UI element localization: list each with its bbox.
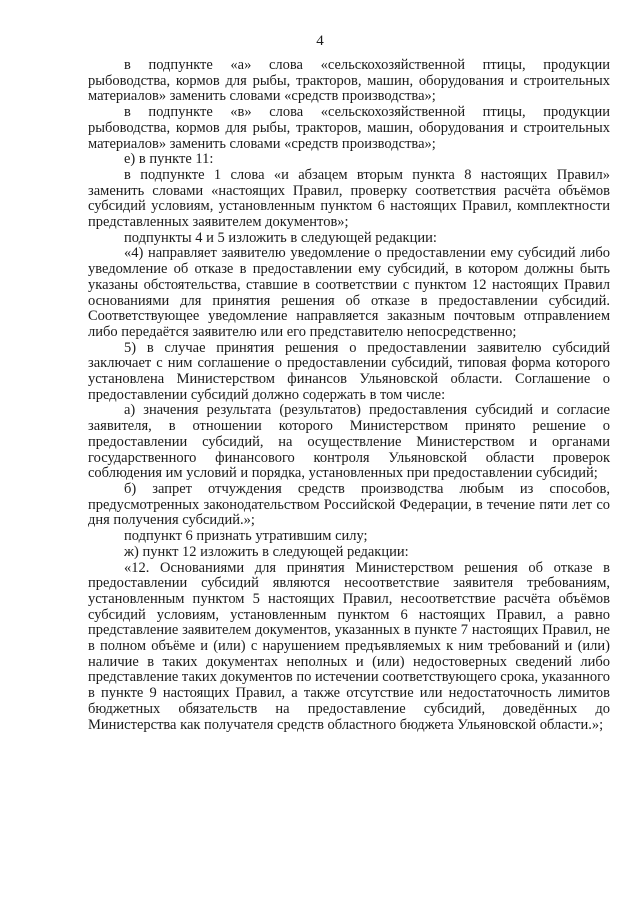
paragraph-clause-12: «12. Основаниями для принятия Министерством решения об отказе в предоставлении субсидий являются несоответствие заявителя требованиям, установленным пунктом 5 настоящих Правил, несоответствие расчёта объёмов субсидий условиям, установленным пунктом 6 настоящих Правил, а равно представление заявителем документов, указанных в пункте 7 настоящих Правил, не в полном объёме и (или) с нарушением предъявляемых к ним требований и (или) наличие в таких документах неполных и (или) недостоверных сведений либо представление таких документов по истечении соответствующего срока, указанного в пункте 9 настоящих Правил, а также отсутствие или недостаточность лимитов бюджетных обязательств на предоставление субсидий, доведённых до Министерства как получателя средств областного бюджета Ульяновской области.»; [88, 559, 610, 733]
paragraph-subitem-1: в подпункте 1 слова «и абзацем вторым пункта 8 настоящих Правил» заменить словами «настоящих Правил, проверку соответствия расчёта объёмов субсидий условиям, установленным пунктом 6 настоящих Правил, комплектности представленных заявителем документов»; [88, 166, 610, 231]
page-number: 4 [316, 33, 324, 49]
paragraph-clause-b: б) запрет отчуждения средств производства любым из способов, предусмотренных законодательством Российской Федерации, в течение пяти лет со дня получения субсидий.»; [88, 480, 610, 529]
paragraph-subitems-4-5: подпункты 4 и 5 изложить в следующей редакции: [124, 229, 437, 246]
paragraph-item-zh: ж) пункт 12 изложить в следующей редакции: [124, 543, 409, 560]
paragraph-clause-a: а) значения результата (результатов) предоставления субсидий и согласие заявителя, в отношении которого Министерством принято решение о предоставлении субсидий, на осуществление Министерством и органами государственного финансового контроля Ульяновской области проверок соблюдения им условий и порядка, установленных при предоставлении субсидий; [88, 402, 610, 482]
paragraph-subitem-6: подпункт 6 признать утратившим силу; [124, 528, 368, 545]
paragraph-item-e: е) в пункте 11: [124, 151, 214, 168]
paragraph-subitem-a: в подпункте «а» слова «сельскохозяйственной птицы, продукции рыбоводства, кормов для рыбы, тракторов, машин, оборудования и строительных материалов» заменить словами «средств производства»; [88, 57, 610, 105]
paragraph-clause-5: 5) в случае принятия решения о предоставлении заявителю субсидий заключает с ним соглашение о предоставлении субсидий, типовая форма которого установлена Министерством финансов Ульяновской области. Соглашение о предоставлении субсидий должно содержать в том числе: [88, 339, 610, 403]
paragraph-subitem-v: в подпункте «в» слова «сельскохозяйственной птицы, продукции рыбоводства, кормов для рыбы, тракторов, машин, оборудования и строительных материалов» заменить словами «средств производства»; [88, 104, 610, 152]
document-body [88, 58, 610, 733]
paragraph-clause-4: «4) направляет заявителю уведомление о предоставлении ему субсидий либо уведомление об отказе в предоставлении ему субсидий, в котором должны быть указаны обстоятельства, ставшие в соответствии с пунктом 12 настоящих Правил основаниями для принятия решения об отказе в предоставлении субсидий. Соответствующее уведомление направляется заказным почтовым отправлением либо передаётся заявителю или его представителю непосредственно; [88, 245, 610, 340]
